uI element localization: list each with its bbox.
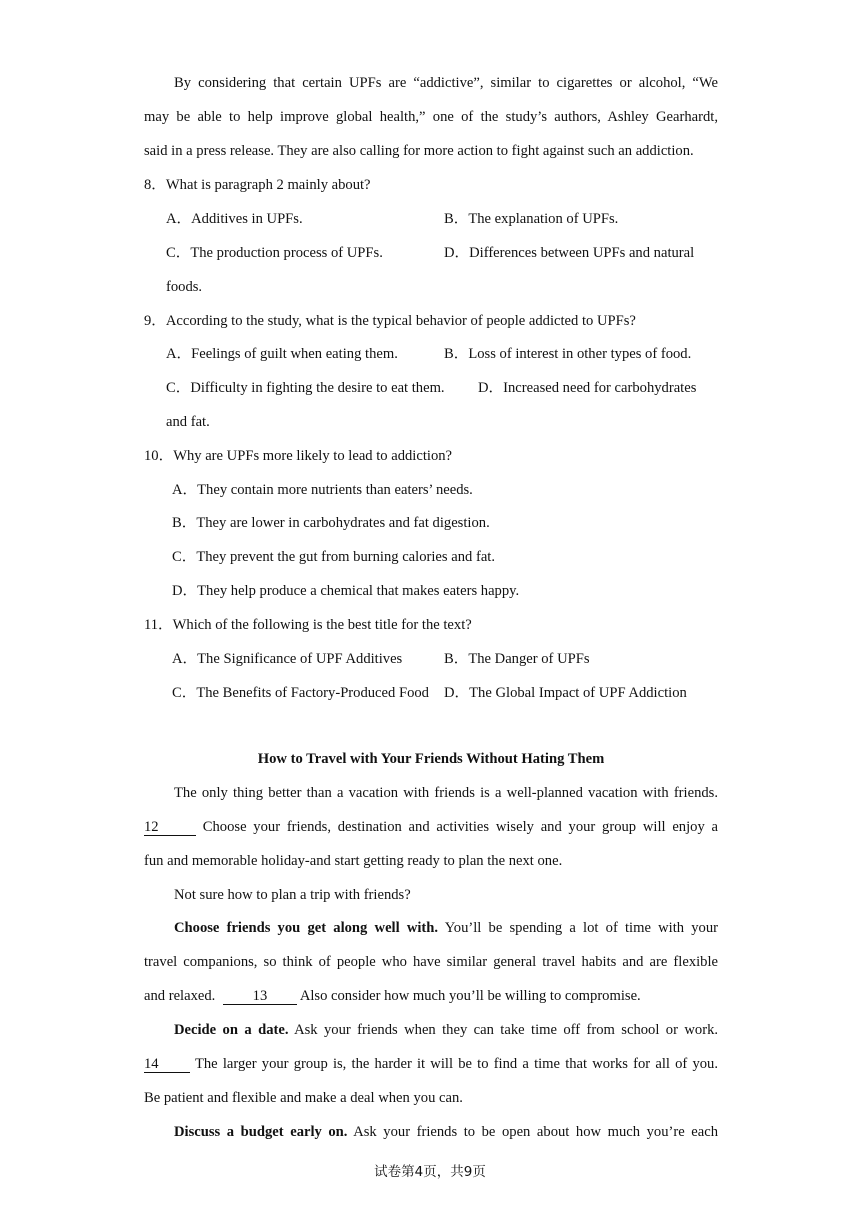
question-8-option-d: D．Differences between UPFs and natural [444, 245, 695, 261]
page-footer: 试卷第4页，共9页 [374, 1164, 486, 1180]
question-9-option-d: D．Increased need for carbohydrates [478, 380, 697, 396]
question-9-option-a: A．Feelings of guilt when eating them. [166, 346, 398, 362]
question-11-option-c: C．The Benefits of Factory-Produced Food [172, 685, 429, 701]
passage-line: may be able to help improve global health,” one of the study’s authors, Ashley Gearhardt, [144, 109, 718, 125]
subheading: Choose friends you get along well with. [174, 920, 439, 936]
passage-line: and relaxed. 13 Also consider how much you’ll be willing to compromise. [144, 988, 641, 1004]
passage-line: Not sure how to plan a trip with friends? [174, 887, 411, 903]
passage-line: The only thing better than a vacation with friends is a well-planned vacation with friends. [174, 785, 718, 801]
question-11-stem: 11．Which of the following is the best title for the text? [144, 617, 472, 633]
question-10-stem: 10．Why are UPFs more likely to lead to addiction? [144, 448, 453, 464]
answer-blank-13[interactable]: 13 [223, 988, 297, 1005]
question-10-option-d: D．They help produce a chemical that makes eaters happy. [172, 583, 520, 599]
passage-line: Decide on a date. Ask your friends when they can take time off from school or work. [174, 1022, 719, 1038]
passage-line: fun and memorable holiday-and start getting ready to plan the next one. [144, 853, 563, 869]
subheading: Decide on a date. [174, 1022, 289, 1038]
passage-line: 12 Choose your friends, destination and activities wisely and your group will enjoy a [144, 819, 718, 835]
question-9-option-wrap: and fat. [166, 414, 210, 430]
passage-line: Be patient and flexible and make a deal when you can. [144, 1090, 463, 1106]
question-9-option-c: C．Difficulty in fighting the desire to eat them. [166, 380, 445, 396]
question-8-option-wrap: foods. [166, 279, 203, 295]
subheading: Discuss a budget early on. [174, 1124, 348, 1140]
question-11-option-d: D．The Global Impact of UPF Addiction [444, 685, 687, 701]
answer-blank-12[interactable]: 12 [144, 819, 196, 836]
question-9-stem: 9．According to the study, what is the typical behavior of people addicted to UPFs? [144, 313, 636, 329]
question-8-option-c: C．The production process of UPFs. [166, 245, 383, 261]
passage-line: By considering that certain UPFs are “addictive”, similar to cigarettes or alcohol, “We [174, 75, 718, 91]
question-10-option-a: A．They contain more nutrients than eaters’ needs. [172, 482, 473, 498]
passage-title: How to Travel with Your Friends Without Hating Them [257, 751, 605, 767]
question-8-option-b: B．The explanation of UPFs. [444, 211, 619, 227]
passage-line: Choose friends you get along well with. You’ll be spending a lot of time with your [174, 920, 718, 936]
question-9-option-b: B．Loss of interest in other types of food. [444, 346, 692, 362]
passage-line: 14 The larger your group is, the harder it will be to find a time that works for all of you. [144, 1056, 719, 1072]
question-8-option-a: A．Additives in UPFs. [166, 211, 303, 227]
question-10-option-c: C．They prevent the gut from burning calories and fat. [172, 549, 495, 565]
passage-line: said in a press release. They are also calling for more action to fight against such an addiction. [144, 143, 694, 159]
question-8-stem: 8．What is paragraph 2 mainly about? [144, 177, 371, 193]
question-11-option-b: B．The Danger of UPFs [444, 651, 590, 667]
passage-line: travel companions, so think of people who have similar general travel habits and are flexible [144, 954, 718, 970]
passage-line: Discuss a budget early on. Ask your friends to be open about how much you’re each [174, 1124, 718, 1140]
question-10-option-b: B．They are lower in carbohydrates and fat digestion. [172, 515, 490, 531]
question-11-option-a: A．The Significance of UPF Additives [172, 651, 403, 667]
answer-blank-14[interactable]: 14 [144, 1056, 190, 1073]
